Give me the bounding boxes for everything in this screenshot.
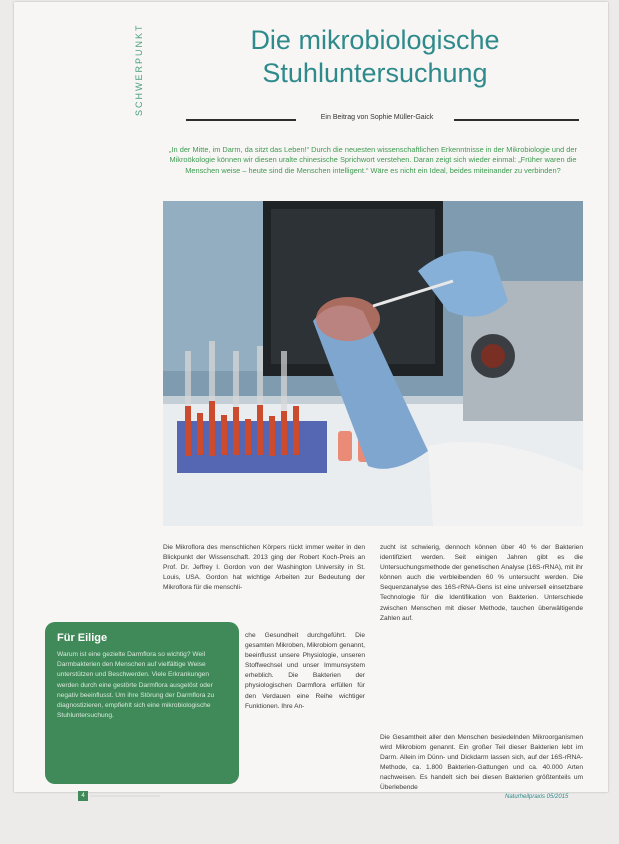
byline-rule-left (186, 119, 296, 121)
article-title (185, 24, 565, 90)
body-column-right-top: zucht ist schwierig, dennoch können über 40 % der Bakterien identifiziert werden. Seit einigen Jahren gibt es die Untersuchungsmethode der genetischen Analyse (16S-rRNA), mit ihr können auch die verbleibenden 60 % untersucht werden. Die Sequenzanalyse des 16S-rRNA-Gens ist eine universell einsetzbare Technologie für die Identifikation von Bakterien. Unterschiede zwischen Menschen mit dieser Methode, tauchen überwältigende Zahlen auf. (380, 544, 583, 622)
section-label: SCHWERPUNKT (134, 23, 144, 116)
lab-photo-illustration (163, 201, 583, 526)
article-intro: „In der Mitte, im Darm, da sitzt das Leben!“ Durch die neuesten wissenschaftlichen Erkenntnisse in der Mikrobiologie und der Mikroökologie können wir diesen uralte chinesische Sprichwort verstehen. Daran zeigt sich wieder einmal: „Früher waren die Menschen weise – heute sind die Menschen intelligent.“ Wäre es nicht ein Ideal, beides miteinander zu verbinden? (169, 145, 577, 175)
body-column-left-top: Die Mikroflora des menschlichen Körpers rückt immer weiter in den Blickpunkt der Wissenschaft. 2013 ging der Robert Koch-Preis an Prof. Dr. Jeffrey I. Gordon von der Washington University in St. Louis, USA. Gordon hat wichtige Arbeiten zur Bedeutung der Mikroflora für die menschli- (163, 544, 365, 592)
byline-row (186, 114, 579, 126)
byline-rule-right (454, 119, 579, 121)
body-column-right-bottom: Die Gesamtheit aller den Menschen besiedelnden Mikroorganismen wird Mikrobiom genannt. Ein großer Teil dieser Bakterien lebt im Darm. Allein im Dünn- und Dickdarm lassen sich, auf der 16S-rRNA-Methode, ca. 1.800 Bakterien-Gattungen und ca. 40.000 Arten nachweisen. Es handelt sich bei diesen Bakterien größtenteils um Überlebende (380, 734, 583, 792)
sidebar-fuer-eilige (45, 622, 239, 784)
article-title-line2: Stuhluntersuchung (262, 58, 488, 88)
byline: Ein Beitrag von Sophie Müller-Gaick (320, 114, 434, 121)
body-column-left-wrap: che Gesundheit durchgeführt. Die gesamten Mikroben, Mikrobiom genannt, beeinflusst unsere Physiologie, unseren Stoffwechsel und unser Immunsystem erheblich. Die Bakterien der physiologischen Darmflora erfüllen für den Verdauen eine Reihe wichtiger Funktionen. Ihre An- (245, 632, 365, 710)
sidebar-heading: Für Eilige (57, 632, 108, 644)
article-title-line1: Die mikrobiologische (250, 25, 500, 55)
footer-divider (90, 795, 160, 797)
lab-photo (163, 201, 583, 526)
page-number-marker: 4 (78, 791, 88, 801)
sidebar-text: Warum ist eine gezielte Darmflora so wichtig? Weil Darmbakterien den Menschen auf vielfältige Weise unterstützen und Beschwerden. Viele Erkrankungen werden durch eine gestörte Darmflora ausgelöst oder negativ beeinflusst. Um ihre Störung der Darmflora zu diagnostizieren, empfiehlt sich eine mikrobiologische Stuhluntersuchung. (57, 651, 215, 720)
publication-footer: Naturheilpraxis 05/2015 (505, 794, 569, 800)
